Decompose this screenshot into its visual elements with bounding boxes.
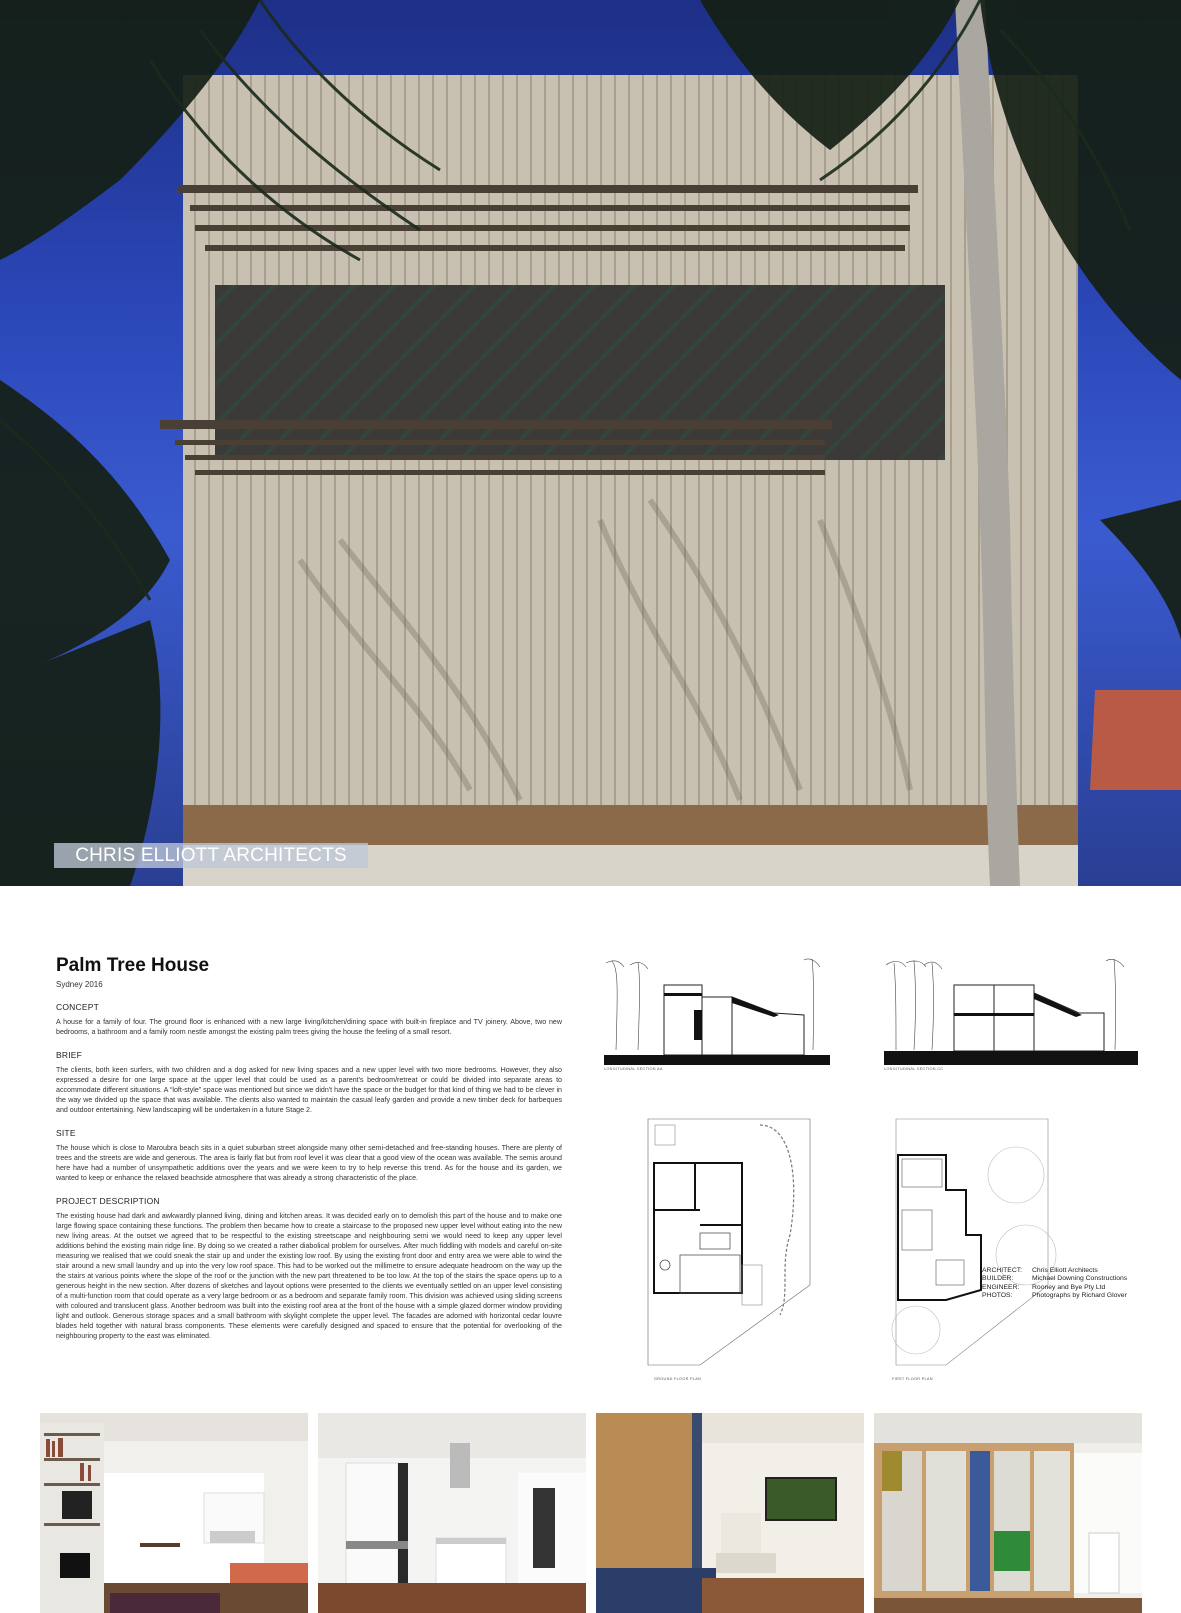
photo-living-room (40, 1413, 308, 1613)
brief-body: The clients, both keen surfers, with two children and a dog asked for new living spaces and a new upper level with two more bedrooms. However, they also expressed a desire for one large space at the upper level that could be used as a parent's bedroom/retreat or could be divided into separate areas to accommodate different situations. A “loft-style” space was mentioned but since we didn't have the space or the budget for that kind of thing we had to be clever in the way we divided up the space that was available. The clients also wanted to maintain the casual leafy garden and provide a new timber deck for barbeques and outdoor entertaining. New landscaping will be undertaken in a future Stage 2. (56, 1066, 562, 1114)
site-heading: SITE (56, 1128, 76, 1138)
credit-row-engineer (982, 1284, 1127, 1292)
section-aa-drawing (604, 955, 830, 1073)
first-floor-plan (886, 1115, 1061, 1385)
credit-value: Michael Downing Constructions (1032, 1275, 1128, 1283)
kitchen-illustration (318, 1413, 586, 1613)
credit-value: Rooney and Bye Pty Ltd (1032, 1283, 1106, 1291)
first-floor-caption: FIRST FLOOR PLAN (892, 1377, 933, 1381)
photo-bedroom (596, 1413, 864, 1613)
screens-illustration (874, 1413, 1142, 1613)
section-cc-svg (884, 955, 1138, 1073)
photo-sliding-screens (874, 1413, 1142, 1613)
project-text (56, 955, 562, 1341)
brand-label: CHRIS ELLIOTT ARCHITECTS (54, 843, 368, 868)
section-cc-drawing (884, 955, 1138, 1073)
description-body: The existing house had dark and awkwardly planned living, dining and kitchen areas. It was decided early on to demolish this part of the house and to make one large flowing space containing these functions. The problem then became how to create a staircase to the proposed new upper level without eating into the new new living areas. At the outset we agreed that to be respectful to the existing streetscape and neighbouring semi we would need to keep any upper level additions behind the existing main ridge line. By doing so we created a rather diabolical problem for ourselves. After much fiddling with models and careful on-site measuring we realised that we could sneak the stair up and under the existing low roof. By using the existing front door and entry area we were able to wind the stair around a new small laundry and up into the very low roof space. This had to be worked out the millimetre to ensure adequate headroom on the way up the the stairs at various points where the slope of the roof or the junction with the new part threatened to be too low. At the top of the stairs the space opens up to a generous height in the new section. After dozens of sketches and layout options were presented to the clients we eventually settled on an upper level consisting of a multi-function room that could operate as a very large bedroom or as a bedroom and separate family room. This division was achieved using sliding screens with coloured and translucent glass. Another bedroom was built into the existing roof area at the front of the house with a simple glazed dormer window providing light and outlook. Generous storage spaces and a small bathroom with skylight complete the upper level. The facades are adorned with horizontal cedar louvre blades held together with natural brass components. These elements were carefully designed and spaced to ensure that the potential for overlooking of the neighbouring property to the east was eliminated. (56, 1212, 562, 1340)
credit-role: ENGINEER: (982, 1283, 1020, 1291)
credit-row-architect (982, 1267, 1127, 1275)
ground-floor-caption: GROUND FLOOR PLAN (654, 1377, 702, 1381)
credit-role: ARCHITECT: (982, 1267, 1023, 1274)
credit-role: BUILDER: (982, 1275, 1014, 1283)
bedroom-illustration (596, 1413, 864, 1613)
section-cc-caption: LONGITUDINAL SECTION CC (884, 1067, 944, 1071)
section-aa-svg (604, 955, 830, 1073)
credit-row-photos (982, 1292, 1127, 1300)
ground-floor-plan (640, 1115, 822, 1385)
project-team (982, 1267, 1127, 1301)
first-floor-plan-svg (886, 1115, 1061, 1385)
site-body: The house which is close to Maroubra beach sits in a quiet suburban street alongside many other semi-detached and free-standing houses. There are plenty of trees and the streets are wide and generous. The area is fairly flat but from roof level it was clear that a good view of the ocean was available. The semis around here have had a number of unsympathetic additions over the years and we were keen to try to help reverse this trend. As for the house and its garden, we wanted to keep or enhance the relaxed beachside atmosphere that was already a strong characteristic of the place. (56, 1144, 562, 1182)
project-title: Palm Tree House (56, 955, 210, 976)
project-subtitle: Sydney 2016 (56, 980, 103, 989)
concept-body: A house for a family of four. The ground floor is enhanced with a new large living/kitchen/dining space with built-in fireplace and TV joinery. Above, two new bedrooms, a bathroom and a family room nestle amongst the existing palm trees giving the house the feeling of a small resort. (56, 1018, 562, 1036)
ground-floor-plan-svg (640, 1115, 822, 1385)
credit-value: Photographs by Richard Glover (1032, 1292, 1127, 1300)
description-heading: PROJECT DESCRIPTION (56, 1196, 160, 1206)
section-aa-caption: LONGITUDINAL SECTION AA (604, 1067, 663, 1071)
credit-value: Chris Elliott Architects (1032, 1267, 1098, 1274)
brief-heading: BRIEF (56, 1050, 83, 1060)
living-room-illustration (40, 1413, 308, 1613)
credit-role: PHOTOS: (982, 1292, 1013, 1300)
concept-heading: CONCEPT (56, 1002, 99, 1012)
photo-kitchen (318, 1413, 586, 1613)
credit-row-builder (982, 1275, 1127, 1283)
